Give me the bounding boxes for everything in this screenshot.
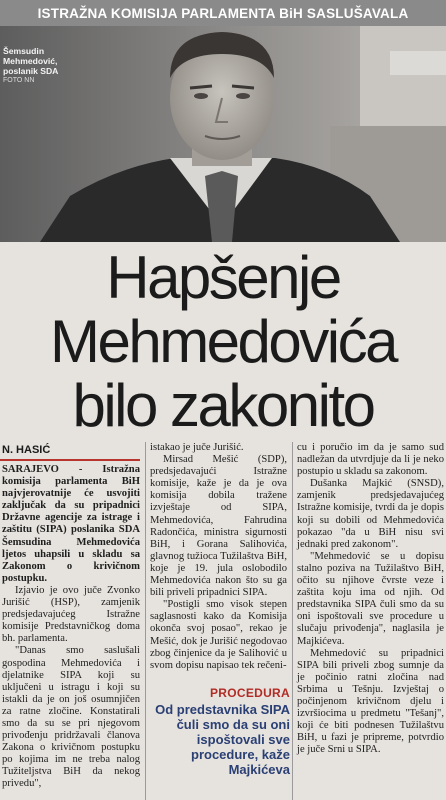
article-column-1: [2, 464, 140, 791]
paragraph: Mehmedović su pripadnici SIPA bili priveli zbog sumnje da je počinio ratni zločina nad Srbima u Tešnju. Izvještaj o počinjenom krivičnom djelu i izvršiocima u predmetu "Tešanj", koji će biti podnesen Tužilaštvu BiH, u fazi je pripreme, potvrdio je juče Srni u SIPA.: [297, 647, 444, 756]
paragraph: Dušanka Majkić (SNSD), zamjenik predsjedavajućeg Istražne komisije, tvrdi da je dopis koji su dobili od Mehmedovića pokazao "da u BiH nisu svi jednaki pred zakonom".: [297, 478, 444, 550]
pull-quote-label: PROCEDURA: [209, 686, 290, 700]
portrait-image: [0, 26, 446, 242]
pull-quote: [150, 686, 290, 777]
photo-caption: [3, 46, 58, 86]
paragraph: Mirsad Mešić (SDP), predsjedavajući Istražne komisije, kaže je da je ova komisija dobila tražene izvještaje od SIPA, Mehmedovića, Fahrudina Radončića, ministra sigurnosti BiH, i Gorana Salihovića, glavnog tužioca Tužilaštva BiH, koje je 19. jula oslobodilo Mehmedovića nakon što su ga bili priveli pripadnici SIPA.: [150, 454, 287, 599]
byline: N. HASIĆ: [2, 444, 51, 456]
article-column-3: [297, 442, 444, 756]
paragraph: Izjavio je ovo juče Zvonko Jurišić (HSP), zamjenik predsjedavajućeg Istražne komisije Predstavničkog doma bh. parlamenta.: [2, 584, 140, 645]
kicker-text: ISTRAŽNA KOMISIJA PARLAMENTA BiH SASLUŠAVALA: [37, 5, 409, 21]
lead-paragraph: SARAJEVO - Istražna komisija parlamenta BiH najvjerovatnije će usvojiti zaključak da su pripadnici Državne agencije za istrage i zaštitu (SIPA) poslanika SDA Šemsudina Mehmedovića ljetos uhapsili u skladu sa Zakonom o krivičnom postupku.: [2, 464, 140, 584]
column-divider: [292, 442, 293, 800]
headline-line: bilo zakonito: [72, 372, 374, 439]
paragraph: istakao je juče Jurišić.: [150, 442, 244, 453]
headline-line: Hapšenje: [106, 244, 340, 311]
pull-quote-text: Od predstavnika SIPA čuli smo da su oni ispoštovali sve procedure, kaže Majkićeva: [155, 702, 290, 777]
paragraph: "Danas smo saslušali gospodina Mehmedovića i djelatnike SIPA koji su uključeni u istragu i koji su istakli da je on još osumnjičen za ratne zločine. Konstatirali smo da su se pri njegovom privođenju pridržavali članova Zakona o krivičnom postupku po kojima im ne treba nalog Tužiteljstva BiH da nekog privedu",: [2, 645, 140, 790]
section-kicker: [0, 0, 446, 26]
headline: [0, 246, 446, 438]
photo-credit: FOTO NN: [3, 77, 35, 84]
paragraph: "Postigli smo visok stepen saglasnosti kako da Komisija okonča svoj posao", rekao je Mešić, dok je Jurišić negodovao zbog činjenice da je Salihović u svom dopisu napisao tek rečeni-: [150, 599, 287, 671]
caption-line: Mehmedović,: [3, 56, 58, 66]
paragraph: "Mehmedović se u dopisu stalno poziva na Tužilaštvo BiH, očito su njihove čvrste veze i zaštita koju ima od njih. Od predstavnika SIPA čuli smo da su oni ispoštovali sve procedure u slučaju privođenja", naglasila je Majkićeva.: [297, 550, 444, 647]
byline-rule: [0, 459, 140, 461]
caption-line: Šemsudin: [3, 46, 45, 56]
paragraph: cu i poručio im da je samo sud nadležan da utvrdjuje da li je neko postupio u skladu sa zakonom.: [297, 442, 444, 478]
caption-line: poslanik SDA: [3, 66, 59, 76]
paragraph: [2, 464, 140, 585]
headline-line: Mehmedovića: [49, 308, 396, 375]
article-photo: [0, 26, 446, 242]
column-divider: [145, 442, 146, 800]
article-column-2: [150, 442, 287, 672]
